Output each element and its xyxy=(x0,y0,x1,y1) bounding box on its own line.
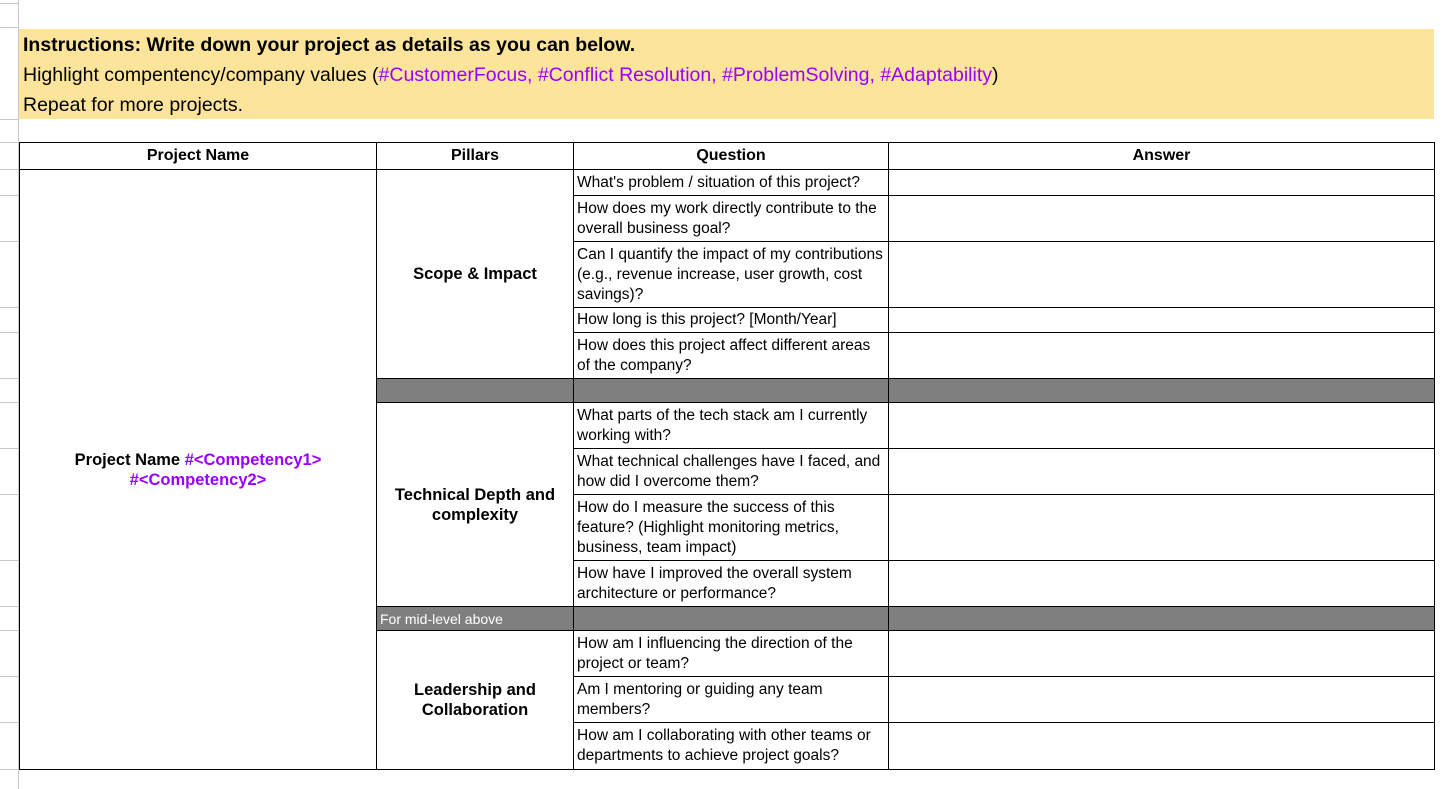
row-header-gutter[interactable] xyxy=(0,0,19,789)
answer-cell[interactable] xyxy=(889,677,1435,723)
answer-cell[interactable] xyxy=(889,170,1435,196)
question-cell[interactable]: How does this project affect different areas of the company? xyxy=(574,333,889,379)
project-worksheet-table xyxy=(19,142,1435,770)
question-cell[interactable]: What technical challenges have I faced, and how did I overcome them? xyxy=(574,449,889,495)
question-cell[interactable]: Am I mentoring or guiding any team members? xyxy=(574,677,889,723)
header-project-name[interactable]: Project Name xyxy=(20,143,377,170)
answer-cell[interactable] xyxy=(889,403,1435,449)
pillar-technical-depth[interactable]: Technical Depth and complexity xyxy=(377,403,574,607)
question-cell[interactable]: How have I improved the overall system architecture or performance? xyxy=(574,561,889,607)
instructions-values-prefix: Highlight compentency/company values ( xyxy=(23,64,379,86)
question-cell[interactable]: Can I quantify the impact of my contributions (e.g., revenue increase, user growth, cost savings)? xyxy=(574,242,889,308)
table-header-row xyxy=(20,143,1435,170)
header-pillars[interactable]: Pillars xyxy=(377,143,574,170)
question-cell[interactable]: How am I influencing the direction of the project or team? xyxy=(574,631,889,677)
separator-cell[interactable] xyxy=(574,379,889,403)
separator-cell[interactable] xyxy=(574,607,889,631)
answer-cell[interactable] xyxy=(889,196,1435,242)
header-question[interactable]: Question xyxy=(574,143,889,170)
pillar-leadership[interactable]: Leadership and Collaboration xyxy=(377,631,574,770)
answer-cell[interactable] xyxy=(889,449,1435,495)
project-competency-1: #<Competency1> xyxy=(184,450,322,469)
answer-cell[interactable] xyxy=(889,723,1435,770)
separator-mid-level-label[interactable]: For mid-level above xyxy=(377,607,574,631)
answer-cell[interactable] xyxy=(889,242,1435,308)
instructions-value-tags: #CustomerFocus, #Conflict Resolution, #ProblemSolving, #Adaptability xyxy=(378,64,992,86)
question-cell[interactable]: How do I measure the success of this feature? (Highlight monitoring metrics, business, team impact) xyxy=(574,495,889,561)
question-cell[interactable]: How does my work directly contribute to the overall business goal? xyxy=(574,196,889,242)
instructions-values-suffix: ) xyxy=(992,64,999,86)
instructions-title: Instructions: Write down your project as details as you can below. xyxy=(23,34,636,56)
answer-cell[interactable] xyxy=(889,495,1435,561)
answer-cell[interactable] xyxy=(889,561,1435,607)
project-name: Project Name xyxy=(74,450,181,469)
instructions-values xyxy=(23,60,999,90)
table-row xyxy=(20,170,1435,196)
answer-cell[interactable] xyxy=(889,333,1435,379)
separator-cell[interactable] xyxy=(377,379,574,403)
question-cell[interactable]: What's problem / situation of this project? xyxy=(574,170,889,196)
header-answer[interactable]: Answer xyxy=(889,143,1435,170)
question-cell[interactable]: How long is this project? [Month/Year] xyxy=(574,308,889,333)
separator-cell[interactable] xyxy=(889,379,1435,403)
project-name-cell[interactable] xyxy=(20,170,377,770)
pillar-scope-impact[interactable]: Scope & Impact xyxy=(377,170,574,379)
project-competency-2: #<Competency2> xyxy=(129,470,267,489)
answer-cell[interactable] xyxy=(889,308,1435,333)
separator-cell[interactable] xyxy=(889,607,1435,631)
answer-cell[interactable] xyxy=(889,631,1435,677)
instructions-banner[interactable] xyxy=(19,29,1434,119)
question-cell[interactable]: How am I collaborating with other teams or departments to achieve project goals? xyxy=(574,723,889,770)
question-cell[interactable]: What parts of the tech stack am I currently working with? xyxy=(574,403,889,449)
instructions-repeat: Repeat for more projects. xyxy=(23,94,244,116)
